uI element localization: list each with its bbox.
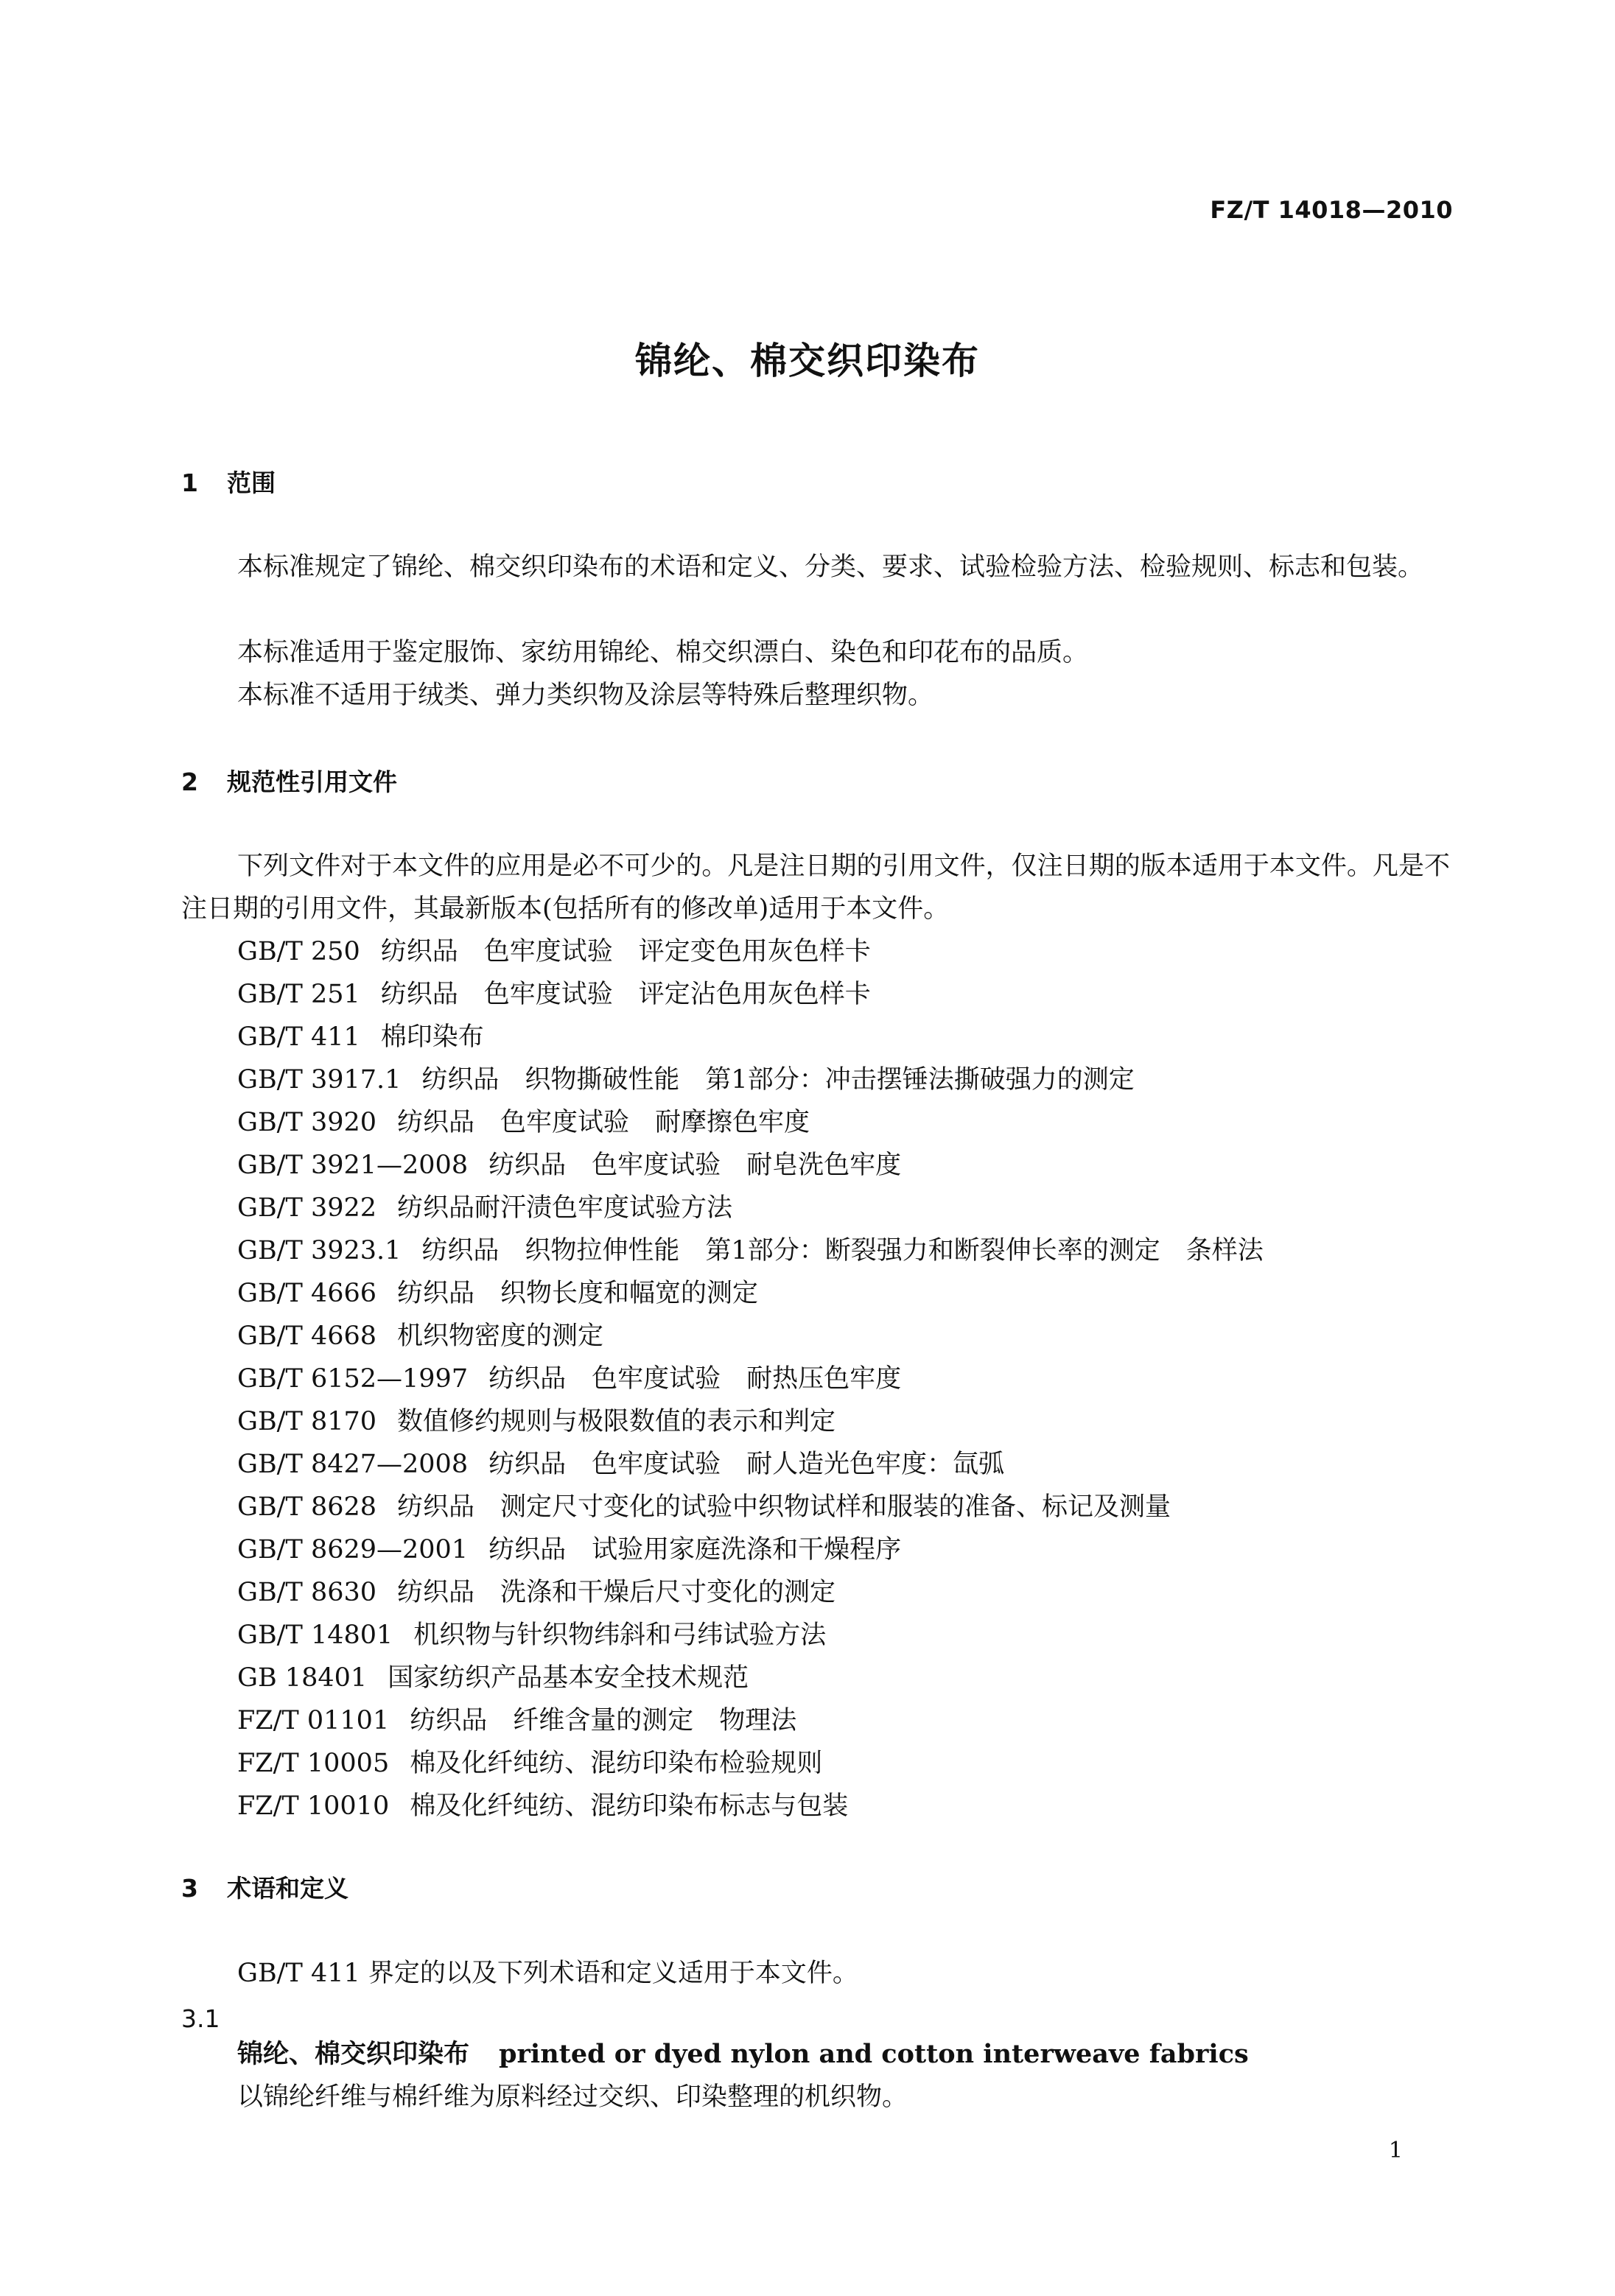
section-heading-normative-references bbox=[181, 763, 397, 798]
reference-code: GB/T 6152—1997 bbox=[237, 1364, 469, 1394]
reference-item bbox=[237, 1358, 1264, 1400]
reference-title: 纺织品 色牢度试验 耐人造光色牢度：氙弧 bbox=[488, 1450, 1005, 1479]
reference-code: GB/T 411 bbox=[237, 1022, 360, 1052]
section-title: 范围 bbox=[227, 468, 276, 497]
reference-title: 棉及化纤纯纺、混纺印染布标志与包装 bbox=[410, 1791, 849, 1821]
reference-item bbox=[237, 1571, 1264, 1614]
reference-item bbox=[237, 1742, 1264, 1785]
reference-title: 纺织品 洗涤和干燥后尺寸变化的测定 bbox=[397, 1578, 836, 1607]
reference-code: FZ/T 10005 bbox=[237, 1749, 390, 1778]
reference-code: GB 18401 bbox=[237, 1663, 368, 1693]
reference-code: GB/T 8628 bbox=[237, 1492, 377, 1522]
reference-code: GB/T 3923.1 bbox=[237, 1236, 402, 1265]
reference-item bbox=[237, 973, 1264, 1016]
reference-code: GB/T 3922 bbox=[237, 1193, 377, 1223]
reference-item bbox=[237, 1785, 1264, 1828]
reference-item bbox=[237, 1101, 1264, 1144]
reference-title: 机织物密度的测定 bbox=[397, 1321, 604, 1351]
reference-item bbox=[237, 1187, 1264, 1229]
reference-item bbox=[237, 1272, 1264, 1315]
reference-code: FZ/T 01101 bbox=[237, 1706, 390, 1735]
reference-title: 纺织品 色牢度试验 耐摩擦色牢度 bbox=[397, 1108, 810, 1137]
reference-code: GB/T 4668 bbox=[237, 1321, 377, 1351]
reference-title: 纺织品 色牢度试验 评定变色用灰色样卡 bbox=[380, 937, 871, 966]
reference-title: 纺织品耐汗渍色牢度试验方法 bbox=[397, 1193, 733, 1223]
terms-intro-paragraph: GB/T 411 界定的以及下列术语和定义适用于本文件。 bbox=[237, 1959, 858, 1988]
reference-item bbox=[237, 1315, 1264, 1358]
term-number: 3.1 bbox=[181, 2004, 220, 2033]
reference-code: GB/T 14801 bbox=[237, 1621, 393, 1650]
reference-code: GB/T 250 bbox=[237, 937, 360, 966]
section-heading-terms-definitions bbox=[181, 1870, 348, 1904]
reference-code: FZ/T 10010 bbox=[237, 1791, 390, 1821]
reference-code: GB/T 3921—2008 bbox=[237, 1151, 469, 1180]
scope-paragraph: 本标准规定了锦纶、棉交织印染布的术语和定义、分类、要求、试验检验方法、检验规则、标志和包装。 bbox=[237, 552, 1424, 582]
document-title: 锦纶、棉交织印染布 bbox=[635, 340, 980, 382]
term-definition: 以锦纶纤维与棉纤维为原料经过交织、印染整理的机织物。 bbox=[237, 2082, 908, 2112]
reference-item bbox=[237, 1443, 1264, 1486]
reference-code: GB/T 8170 bbox=[237, 1407, 377, 1436]
section-title: 规范性引用文件 bbox=[227, 768, 397, 796]
reference-title: 国家纺织产品基本安全技术规范 bbox=[388, 1663, 749, 1693]
page-number: 1 bbox=[1388, 2138, 1403, 2163]
reference-title: 纺织品 织物长度和幅宽的测定 bbox=[397, 1279, 759, 1308]
document-number: FZ/T 14018—2010 bbox=[1210, 196, 1453, 224]
reference-title: 数值修约规则与极限数值的表示和判定 bbox=[397, 1407, 836, 1436]
reference-title: 纺织品 织物拉伸性能 第1部分：断裂强力和断裂伸长率的测定 条样法 bbox=[421, 1236, 1264, 1265]
reference-title: 棉印染布 bbox=[380, 1022, 484, 1052]
section-number: 1 bbox=[181, 468, 198, 497]
reference-title: 机织物与针织物纬斜和弓纬试验方法 bbox=[413, 1621, 827, 1650]
reference-title: 纺织品 色牢度试验 耐热压色牢度 bbox=[488, 1364, 902, 1394]
reference-code: GB/T 8630 bbox=[237, 1578, 377, 1607]
reference-code: GB/T 3917.1 bbox=[237, 1065, 402, 1095]
reference-code: GB/T 4666 bbox=[237, 1279, 377, 1308]
term-name-chinese: 锦纶、棉交织印染布 bbox=[237, 2040, 470, 2069]
reference-title: 纺织品 测定尺寸变化的试验中织物试样和服装的准备、标记及测量 bbox=[397, 1492, 1171, 1522]
reference-title: 纺织品 试验用家庭洗涤和干燥程序 bbox=[488, 1535, 902, 1565]
section-number: 2 bbox=[181, 768, 198, 796]
reference-code: GB/T 8427—2008 bbox=[237, 1450, 469, 1479]
reference-item bbox=[237, 1614, 1264, 1657]
reference-item bbox=[237, 930, 1264, 973]
reference-code: GB/T 3920 bbox=[237, 1108, 377, 1137]
term-entry bbox=[237, 2033, 1249, 2076]
reference-item bbox=[237, 1059, 1264, 1101]
reference-title: 棉及化纤纯纺、混纺印染布检验规则 bbox=[410, 1749, 823, 1778]
reference-code: GB/T 251 bbox=[237, 980, 360, 1009]
section-heading-scope bbox=[181, 464, 276, 499]
references-intro-paragraph: 下列文件对于本文件的应用是必不可少的。凡是注日期的引用文件，仅注日期的版本适用于本文件。凡是不注日期的引用文件，其最新版本(包括所有的修改单)适用于本文件。 bbox=[181, 852, 1450, 924]
reference-item bbox=[237, 1016, 1264, 1059]
reference-list bbox=[237, 930, 1264, 1828]
reference-code: GB/T 8629—2001 bbox=[237, 1535, 469, 1565]
reference-item bbox=[237, 1528, 1264, 1571]
reference-item bbox=[237, 1486, 1264, 1528]
reference-item bbox=[237, 1699, 1264, 1742]
section-title: 术语和定义 bbox=[227, 1874, 348, 1903]
reference-item bbox=[237, 1229, 1264, 1272]
scope-paragraph: 本标准适用于鉴定服饰、家纺用锦纶、棉交织漂白、染色和印花布的品质。 bbox=[237, 638, 1089, 667]
scope-paragraph: 本标准不适用于绒类、弹力类织物及涂层等特殊后整理织物。 bbox=[237, 681, 934, 710]
reference-title: 纺织品 纤维含量的测定 物理法 bbox=[410, 1706, 797, 1735]
term-name-english: printed or dyed nylon and cotton interweave fabrics bbox=[499, 2039, 1249, 2069]
reference-item bbox=[237, 1144, 1264, 1187]
reference-title: 纺织品 色牢度试验 耐皂洗色牢度 bbox=[488, 1151, 902, 1180]
reference-title: 纺织品 织物撕破性能 第1部分：冲击摆锤法撕破强力的测定 bbox=[421, 1065, 1135, 1095]
reference-title: 纺织品 色牢度试验 评定沾色用灰色样卡 bbox=[380, 980, 871, 1009]
reference-item bbox=[237, 1400, 1264, 1443]
section-number: 3 bbox=[181, 1874, 198, 1903]
reference-item bbox=[237, 1657, 1264, 1699]
